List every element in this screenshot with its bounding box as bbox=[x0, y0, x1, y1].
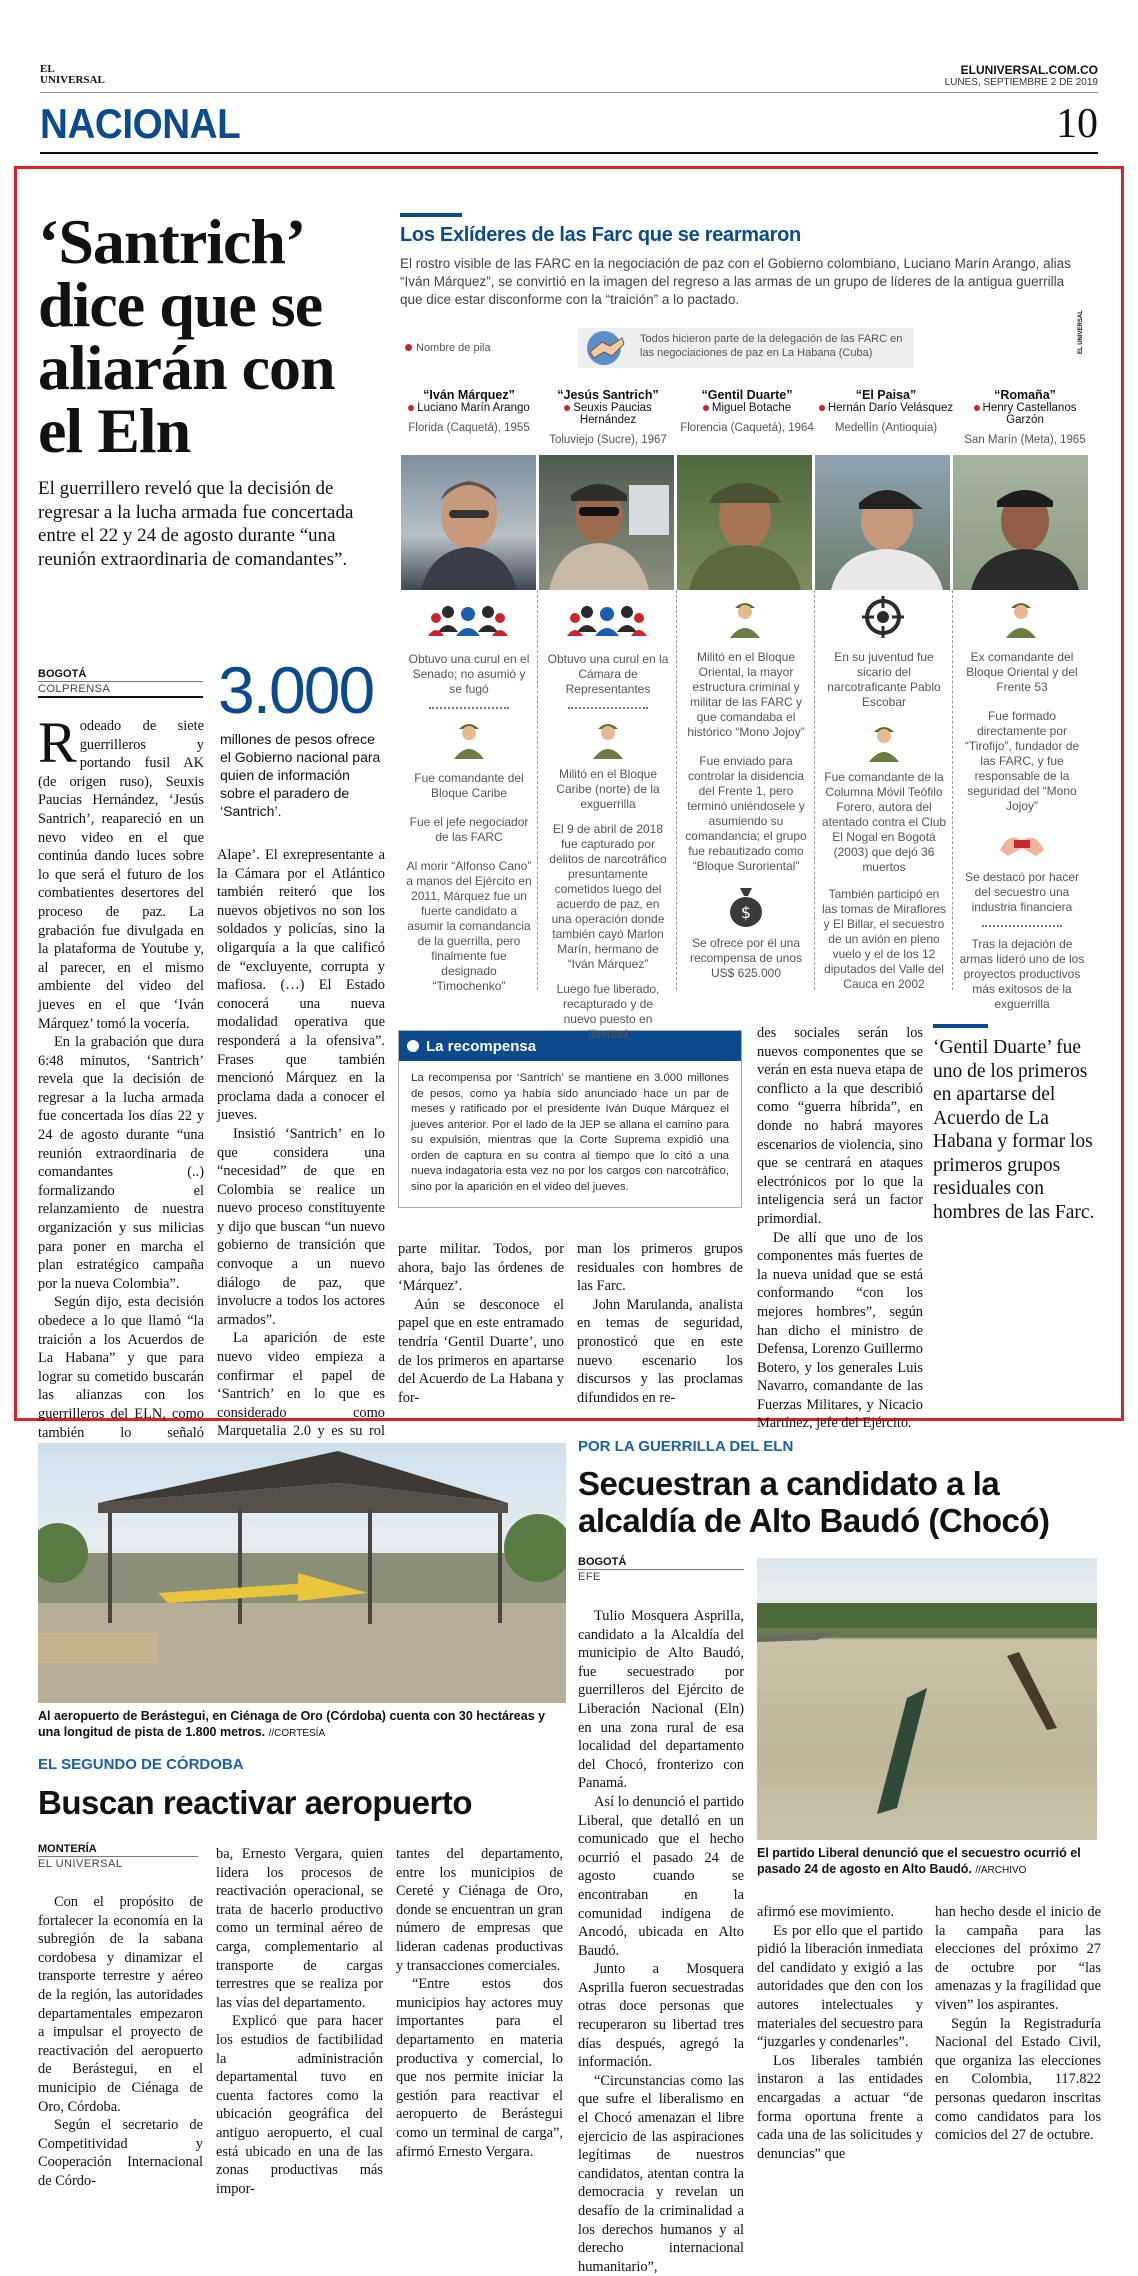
main-col-5 bbox=[757, 1024, 923, 1433]
person-alias: “Gentil Duarte” bbox=[701, 388, 793, 402]
fact: Fue formado directamente por “Tirofijo”, fundador de las FARC, y fue responsable de la seguridad del “Mono Jojoy” bbox=[964, 709, 1080, 813]
tied-hands-icon bbox=[996, 822, 1048, 862]
portrait-ivan-marquez bbox=[401, 455, 536, 590]
person-origin: Toluviejo (Sucre), 1967 bbox=[549, 434, 667, 446]
airport-para: “Entre estos dos municipios hay actores muy importantes para el departamento en materia productiva y comercial, lo que nos permite iniciar la gestión para reactivar el aeropuerto de Berástegui como un terminal de carga”, afirmó Ernesto Vergara. bbox=[396, 1976, 563, 2160]
kidnap-para: Así lo denunció el partido Liberal, que detalló en un comunicado que el hecho ocurrió el pasado 24 de agosto cuando se encontraban en la comunidad indígena de Ancodó, ubicada en Alto Baudó. bbox=[578, 1793, 744, 1959]
byline-place: BOGOTÁ bbox=[38, 668, 87, 680]
main-col3-para: parte militar. Todos, por ahora, bajo las órdenes de ‘Márquez’. bbox=[398, 1241, 564, 1295]
masthead-date: LUNES, SEPTIEMBRE 2 DE 2019 bbox=[944, 77, 1098, 88]
main-col-4 bbox=[577, 1240, 743, 1407]
page-number: 10 bbox=[1056, 101, 1098, 147]
text: Miguel Botache bbox=[711, 402, 792, 414]
airport-para: ba, Ernesto Vergara, quien lidera los procesos de reactivación operacional, se trata de hacerlo productivo como un terminal aéreo de carga, complementario al transporte de cargas terrestres que se realiza por las vías del departamento. bbox=[216, 1846, 383, 2011]
legend-label: Nombre de pila bbox=[416, 342, 491, 354]
fact: Luego fue liberado, recapturado y de nuevo puesto en libertad bbox=[556, 982, 660, 1041]
dotted-divider bbox=[429, 707, 509, 709]
main-col4-para: man los primeros grupos residuales con hombres de las Farc. bbox=[577, 1241, 743, 1295]
airport-col-3 bbox=[396, 1845, 563, 2161]
kidnap-kicker: POR LA GUERRILLA DEL ELN bbox=[578, 1438, 794, 1455]
legend-dot-icon bbox=[703, 405, 709, 411]
legend-dot-icon bbox=[564, 405, 570, 411]
info-col-ivan bbox=[406, 652, 532, 994]
kidnap-byline bbox=[578, 1556, 744, 1584]
delegation-note: Todos hicieron parte de la delegación de las FARC en las negociaciones de paz en La Habana (Cuba) bbox=[640, 333, 903, 359]
fact: Tras la dejación de armas lideró uno de los proyectos productivos más exitosos de la exguerrilla bbox=[959, 937, 1085, 1011]
masthead-rule bbox=[40, 92, 1098, 93]
soldier-icon bbox=[728, 598, 762, 638]
caption-text: Al aeropuerto de Berástegui, en Ciénaga de Oro (Córdoba) cuenta con 30 hectáreas y una longitud de pista de 1.800 metros. bbox=[38, 1709, 546, 1739]
person-header-2 bbox=[540, 388, 676, 446]
big-number-caption: millones de pesos ofrece el Gobierno nacional para quien de información sobre el paradero de ‘Santrich’. bbox=[220, 731, 381, 819]
column-separator bbox=[814, 590, 815, 990]
drop-cap: R bbox=[38, 710, 77, 775]
person-header-1 bbox=[401, 388, 537, 434]
airport-para: tantes del departamento, entre los municipios de Cereté y Ciénaga de Oro, donde se encuentran un gran número de empresas que lideran cadenas productivas y transacciones comerciales. bbox=[396, 1846, 563, 1974]
soldier-icon bbox=[452, 719, 486, 759]
group-people-icon bbox=[428, 598, 508, 644]
main-deck: El guerrillero reveló que la decisión de regresar a la lucha armada fue concertada entre el 22 y 24 de agosto durante “una reunión extraordinaria de comandantes”. bbox=[38, 478, 354, 570]
main-col1-para: En la grabación que dura 6:48 minutos, ‘Santrich’ revela que la decisión de regresar a la lucha armada fue concertada los días 22 y 24 de agosto durante “una reunión extraordinaria de comandantes (..) formalizando el relanzamiento de nuestra organización y sus milicias para poner en marcha el plan estratégico campaña por la nueva Colombia”. bbox=[38, 1034, 204, 1292]
kidnap-col-1 bbox=[578, 1607, 744, 2276]
byline-place: MONTERÍA bbox=[38, 1843, 97, 1855]
masthead-logo bbox=[40, 64, 105, 86]
main-col1-para: Según dijo, esta decisión obedece a lo que llamó “la traición a los Acuerdos de La Habana” y que para lograr su cometido buscarán las alianzas con los guerrilleros del ELN, como también lo señaló bbox=[38, 1294, 204, 1441]
legend-dot-icon bbox=[819, 405, 825, 411]
svg-text:$: $ bbox=[740, 903, 752, 922]
group-people-icon bbox=[567, 598, 647, 644]
kidnap-para: Junto a Mosquera Asprilla fueron secuestradas otras doce personas que recuperaron su libertad tres días después, agregó la información. bbox=[578, 1961, 744, 2071]
main-col2-para: Insistió ‘Santrich’ en lo que considera una “necesidad” de que en Colombia se realice un nuevo proceso constituyente y dijo que buscan “un nuevo gobierno de transición que convoque a un nuevo diálogo de paz, que involucre a todos los actores armados”. bbox=[217, 1125, 385, 1328]
logo-line-1: EL bbox=[40, 63, 55, 75]
pull-quote: ‘Gentil Duarte’ fue uno de los primeros en apartarse del Acuerdo de La Habana y formar los primeros grupos residuales con hombres de las Farc. bbox=[933, 1037, 1095, 1223]
portrait-romana bbox=[953, 455, 1088, 590]
fact: Se destacó por hacer del secuestro una industria financiera bbox=[964, 870, 1080, 914]
airport-byline bbox=[38, 1843, 198, 1871]
legend-dot-icon bbox=[405, 344, 412, 351]
legend-dot-icon bbox=[408, 405, 414, 411]
delegation-note-box bbox=[578, 328, 914, 368]
kidnap-para: “Circunstancias como las que sufre el liberalismo en el Chocó amenazan el libre ejercicio de las aspiraciones legítimas de nuestros candidatos, atentan contra la democracia y revelan un desafío de la criminalidad a los derechos humanos y al derecho internacional humanitario”, bbox=[578, 2072, 744, 2275]
text: odeado de siete guerrilleros y portando fusil AK (de origen ruso), Seuxis Paucias Hernández, ‘Jesús Santrich’, reapareció en un nevo video en el que continúa dando luces sobre lo que será el futuro de los combatientes desertores del proceso de paz. La grabación fue divulgada en la plataforma de Youtube y, al parecer, en el mismo ambiente del video del jueves en el que ‘Iván Márquez’ tomó la vocería. bbox=[38, 718, 204, 1032]
text: Henry Castellanos Garzón bbox=[982, 402, 1077, 426]
fact: Obtuvo una curul en el Senado; no asumió y se fugó bbox=[408, 652, 530, 696]
text: Luciano Marín Arango bbox=[417, 402, 530, 414]
dotted-divider bbox=[568, 707, 648, 709]
big-number: 3.000 bbox=[218, 653, 374, 727]
airport-para: Según el secretario de Competitividad y Cooperación Internacional de Córdo- bbox=[38, 2117, 203, 2189]
fact: Militó en el Bloque Oriental, la mayor estructura criminal y militar de las FARC y que comandaba el histórico “Mono Jojoy” bbox=[687, 650, 805, 739]
kidnap-headline: Secuestran a candidato a la alcaldía de Alto Baudó (Chocó) bbox=[578, 1465, 1050, 1539]
person-name bbox=[401, 402, 537, 414]
photo-credit: //ARCHIVO bbox=[975, 1865, 1027, 1876]
person-header-3 bbox=[679, 388, 815, 434]
money-bag-icon bbox=[726, 884, 766, 928]
logo-line-2: UNIVERSAL bbox=[40, 74, 105, 86]
soldier-icon bbox=[867, 722, 901, 762]
person-name bbox=[957, 402, 1093, 426]
kidnap-para: Los liberales también instaron a las entidades encargadas a actuar “de forma oportuna frente a cada una de las solicitudes y denuncias” que bbox=[757, 2052, 923, 2162]
legend-dot-icon bbox=[974, 405, 980, 411]
kidnap-para: Tulio Mosquera Asprilla, candidato a la Alcaldía del municipio de Alto Baudó, fue secuestrado por guerrilleros del Ejército de Liberación Nacional (Eln) en una zona rural de esa localidad del departamento del Chocó, fronterizo con Panamá. bbox=[578, 1608, 744, 1792]
main-col4-para: John Marulanda, analista en temas de seguridad, pronosticó que en este nuevo escenario los discursos y las proclamas difundidos en re- bbox=[577, 1296, 743, 1406]
soldier-icon bbox=[1004, 598, 1038, 638]
person-name bbox=[818, 402, 954, 414]
fact: Fue enviado para controlar la disidencia del Frente 1, pero terminó uniéndosele y asumiendo su comandancia; el grupo fue rebautizado como “Bloque Suroriental” bbox=[685, 754, 807, 873]
airport-caption bbox=[38, 1708, 558, 1742]
byline-rule bbox=[38, 696, 203, 698]
portrait-gentil-duarte bbox=[677, 455, 812, 590]
info-col-el-paisa bbox=[821, 650, 947, 992]
recompensa-box bbox=[398, 1030, 742, 1208]
person-origin: Florida (Caquetá), 1955 bbox=[408, 422, 530, 434]
person-alias: “Jesús Santrich” bbox=[557, 388, 659, 402]
byline-place: BOGOTÁ bbox=[578, 1556, 627, 1568]
airport-col-1 bbox=[38, 1893, 203, 2191]
river-caption bbox=[757, 1845, 1097, 1879]
info-col-gentil-duarte bbox=[683, 650, 809, 981]
river-photo bbox=[757, 1558, 1097, 1840]
byline-agency: COLPRENSA bbox=[38, 681, 203, 696]
info-col-santrich bbox=[545, 652, 671, 1042]
column-separator bbox=[952, 590, 953, 990]
fact: Fue comandante de la Columna Móvil Teófilo Forero, autora del atentado contra el Club El Nogal en Bogotá (2003) que dejó 36 muertos bbox=[821, 770, 947, 874]
soldier-icon bbox=[591, 719, 625, 759]
recompensa-text: La recompensa por ‘Santrich’ se mantiene en 3.000 millones de pesos, como ya había sido anunciado hace un par de meses y ratificado por el presidente Iván Duque Márquez el jueves anterior. Por el lado de la JEP se allana el camino para su expulsión, mientras que la Corte Suprema expidió una orden de captura en su contra al tiempo que lo citó a una nueva indagatoria esta vez no por los cargos con narcotráfico, sino por la aparición en el video del jueves. bbox=[411, 1072, 729, 1193]
text: Hernán Darío Velásquez bbox=[827, 402, 954, 414]
person-alias: “Iván Márquez” bbox=[423, 388, 515, 402]
main-col5-para: De allí que uno de los componentes más fuertes de la nueva unidad que se está conformando “con los mejores hombres”, según han dicho el ministro de Defensa, Lorenzo Guillermo Botero, y los generales Luis Navarro, comandante de las Fuerzas Militares, y Nicacio Martínez, jefe del Ejército. bbox=[757, 1229, 923, 1432]
kidnap-para: Es por ello que el partido pidió la liberación inmediata del candidato y exigió a las autoridades que den con los autores intelectuales y materiales del secuestro para “juzgarles y condenarles”. bbox=[757, 1922, 923, 2051]
main-col2-para: Alape’. El exrepresentante a la Cámara por el Atlántico también reiteró que los nuevos objetivos no son los soldados y policías, sino la oligarquía a la que calificó de “excluyente, corrupta y mafiosa. (…) El Estado conocerá una nueva modalidad operativa que responderá a la ofensiva”. Frases que también mencionó Márquez en la proclama dada a conocer el jueves. bbox=[217, 847, 385, 1124]
main-byline bbox=[38, 668, 203, 696]
recompensa-title: La recompensa bbox=[426, 1037, 537, 1055]
pull-quote-rule bbox=[933, 1024, 988, 1028]
main-headline: ‘Santrich’ dice que se aliarán con el Eln bbox=[38, 206, 335, 466]
person-name bbox=[540, 402, 676, 426]
airport-col-2 bbox=[216, 1845, 383, 2198]
column-separator bbox=[676, 590, 677, 990]
main-col5-para: des sociales serán los nuevos componentes que se verán en esta nueva etapa de conflicto a la que describió como “guerra híbrida”, en donde no habrá mayores escenarios de violencia, sino que se centrará en ataques electrónicos por lo que la inteligencia será un factor primordial. bbox=[757, 1025, 923, 1227]
person-origin: Medellín (Antioquia) bbox=[834, 422, 938, 434]
fact: El 9 de abril de 2018 fue capturado por delitos de narcotráfico presuntamente cometidos luego del acuerdo de paz, en una operación donde también cayó Marlon Marín, hermano de “Iván Márquez” bbox=[549, 822, 667, 971]
kidnap-para: Según la Registraduría Nacional del Estado Civil, que organiza las elecciones en Colombia, 117.822 personas quedaron inscritas como candidatos para los comicios del 27 de octubre. bbox=[935, 2015, 1101, 2144]
fact: Se ofrece por él una recompensa de unos US$ 625.000 bbox=[689, 936, 803, 980]
section-rule bbox=[40, 152, 1098, 154]
airport-para: Explicó que para hacer los estudios de factibilidad la administración departamental tuvo en cuenta factores como la ubicación geográfica del antiguo aeropuerto, el cual está ubicado en una de las zonas productivas más impor- bbox=[216, 2013, 383, 2197]
info-intro: El rostro visible de las FARC en la negociación de paz con el Gobierno colombiano, Luciano Marín Arango, alias “Iván Márquez”, se convirtió en la imagen del regreso a las armas de un grupo de líderes de la antigua guerrilla que dice estar disconforme con la “traición” a lo pactado. bbox=[400, 256, 1071, 307]
fact: En su juventud fue sicario del narcotraficante Pablo Escobar bbox=[827, 650, 941, 709]
text: Seuxis Paucias Hernández bbox=[573, 402, 652, 426]
person-alias: “Romaña” bbox=[994, 388, 1056, 402]
person-alias: “El Paisa” bbox=[855, 388, 917, 402]
main-col1-para bbox=[38, 710, 204, 1033]
kidnap-para: afirmó ese movimiento. bbox=[757, 1904, 895, 1920]
info-col-romana bbox=[959, 650, 1085, 1012]
airport-para: Con el propósito de fortalecer la economía en la subregión de la sabana cordobesa y dinamizar el transporte terrestre y aéreo de la región, las autoridades departamentales empezaron a impulsar el proyecto de reactivación del aeropuerto de Berástegui, en el municipio de Ciénaga de Oro, Córdoba. bbox=[38, 1894, 203, 2115]
portrait-jesus-santrich bbox=[539, 455, 674, 590]
handshake-icon bbox=[582, 328, 630, 368]
person-header-4 bbox=[818, 388, 954, 434]
dotted-divider bbox=[982, 925, 1062, 927]
fact: Fue comandante del Bloque Caribe bbox=[414, 771, 524, 800]
fact: También participó en las tomas de Miraflores y El Billar, el secuestro de un avión en pleno vuelo y el de los 12 diputados del Valle del Cauca en 2002 bbox=[821, 887, 947, 991]
info-title-rule bbox=[400, 213, 462, 217]
person-name bbox=[679, 402, 815, 414]
main-col-3 bbox=[398, 1240, 564, 1407]
legend bbox=[405, 342, 491, 354]
main-col-1 bbox=[38, 710, 204, 1535]
main-col2-para: La aparición de este nuevo video empieza a confirmar el papel de ‘Santrich’ en lo que es considerado como Marquetalia 2.0 y es su rol bbox=[217, 1330, 385, 1440]
info-credit: EL UNIVERSAL bbox=[1078, 310, 1084, 354]
airport-kicker: EL SEGUNDO DE CÓRDOBA bbox=[38, 1756, 244, 1773]
fact: Militó en el Bloque Caribe (norte) de la exguerrilla bbox=[556, 767, 660, 811]
person-header-5 bbox=[957, 388, 1093, 446]
airport-photo bbox=[38, 1443, 566, 1703]
kidnap-col-2 bbox=[757, 1903, 923, 2163]
section-title: NACIONAL bbox=[40, 100, 241, 147]
main-col3-para: Aún se desconoce el papel que en este entramado tendría ‘Gentil Duarte’, uno de los primeros en apartarse del Acuerdo de La Habana y for- bbox=[398, 1296, 564, 1406]
kidnap-para: han hecho desde el inicio de la campaña para las elecciones del próximo 27 de octubre por “las amenazas y la fragilidad que viven” los aspirantes. bbox=[935, 1904, 1101, 2013]
masthead-site: ELUNIVERSAL.COM.CO bbox=[960, 63, 1098, 77]
crosshair-icon bbox=[862, 596, 904, 638]
fact: Al morir “Alfonso Cano” a manos del Ejército en 2011, Márquez fue un fuerte candidato a asumir la comandancia de la guerrilla, pero finalmente fue designado “Timochenko” bbox=[406, 859, 532, 993]
photo-credit: //CORTESÍA bbox=[268, 1728, 326, 1739]
airport-headline: Buscan reactivar aeropuerto bbox=[38, 1784, 473, 1821]
portrait-el-paisa bbox=[815, 455, 950, 590]
fact: Ex comandante del Bloque Oriental y del Frente 53 bbox=[966, 650, 1078, 694]
kidnap-col-3 bbox=[935, 1903, 1101, 2145]
bullet-icon bbox=[407, 1040, 419, 1052]
fact: Fue el jefe negociador de las FARC bbox=[409, 815, 529, 844]
fact: Obtuvo una curul en la Cámara de Representantes bbox=[547, 652, 669, 696]
byline-agency: EFE bbox=[578, 1569, 744, 1584]
person-origin: San Marín (Meta), 1965 bbox=[964, 434, 1086, 446]
info-title: Los Exlíderes de las Farc que se rearmaron bbox=[400, 224, 801, 246]
byline-agency: EL UNIVERSAL bbox=[38, 1856, 198, 1871]
caption-text: El partido Liberal denunció que el secuestro ocurrió el pasado 24 de agosto en Alto Baudó. bbox=[757, 1846, 1081, 1876]
column-separator bbox=[537, 590, 538, 990]
person-origin: Florencia (Caquetá), 1964 bbox=[680, 422, 814, 434]
